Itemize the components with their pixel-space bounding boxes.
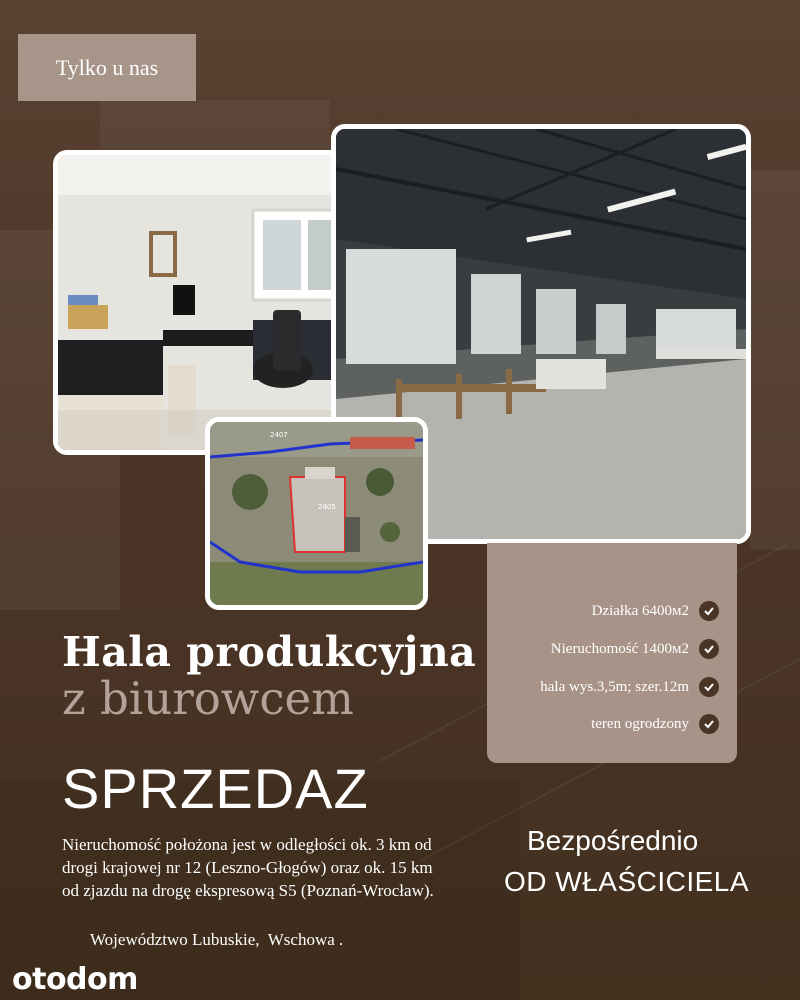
check-icon [699,714,719,734]
otodom-logo[interactable]: otodom [12,962,138,997]
listing-title: Hala produkcyjna [62,628,477,676]
location-text: Województwo Lubuskie, Wschowa . [90,930,344,949]
description-text: Nieruchomość położona jest w odległości ok. 3 km od drogi krajowej nr 12 (Leszno-Głogów) oraz ok. 15 km od zjazdu na drogę ekspresową S5 (Poznań-Wrocław). [62,835,434,900]
feature-label: Działka 6400м2 [591,602,689,619]
feature-item [592,601,719,621]
direct-line-1: Bezpośrednio [527,825,699,856]
feature-label: Nieruchomość 1400м2 [550,640,689,657]
direct-line-2: OD WŁAŚCICIELA [504,866,750,897]
feature-label: teren ogrodzony [591,715,689,732]
check-icon [699,677,719,697]
check-icon [699,601,719,621]
feature-item [551,639,719,659]
listing-subtitle: z biurowcem [62,672,354,725]
office-photo [53,150,358,455]
exclusive-badge: Tylko u nas [18,34,196,101]
map-plot-label-a: 2407 [270,431,288,439]
feature-label: hala wys.3,5m; szer.12m [540,678,689,695]
feature-item [540,677,719,697]
aerial-map-photo [205,417,428,610]
sale-heading: SPRZEDAZ [62,757,369,820]
map-plot-label-b: 2405 [318,503,336,511]
check-icon [699,639,719,659]
features-box [487,543,737,763]
feature-item [591,714,719,734]
background-building-right [750,170,800,550]
